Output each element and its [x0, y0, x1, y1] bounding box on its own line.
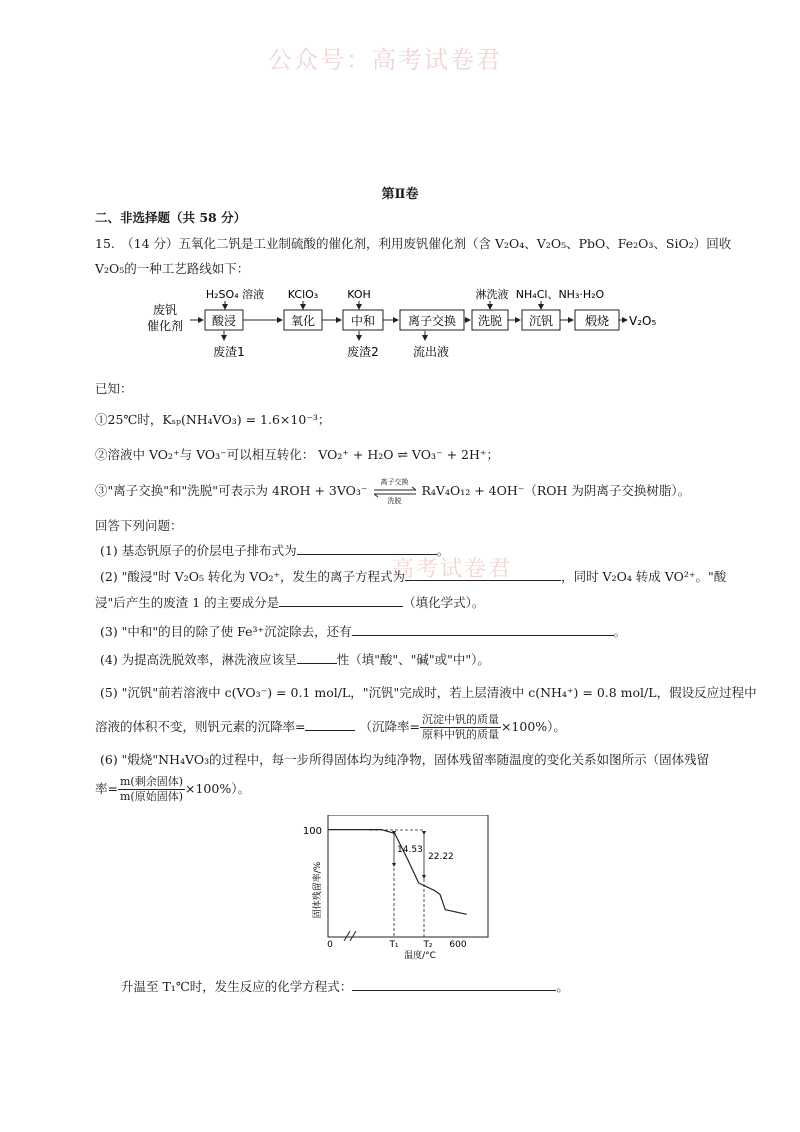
- part-heading: 二、非选择题（共 58 分）: [95, 210, 247, 225]
- q5-fraction-denominator: 原料中钒的质量: [421, 728, 499, 741]
- q5-text-c: （沉降率=: [359, 719, 420, 734]
- q3-text: (3) "中和"的目的除了使 Fe³⁺沉淀除去，还有: [100, 624, 352, 639]
- section-title: 第Ⅱ卷: [381, 187, 419, 202]
- q2-blank-1[interactable]: [405, 568, 561, 581]
- reagent-h2so4: H₂SO₄ 溶液: [205, 288, 265, 301]
- step-oxidize: 氧化: [290, 314, 316, 328]
- q6-text-b: 率=: [95, 781, 118, 796]
- process-flow-diagram: [95, 284, 715, 364]
- known-item-3-suffix: R₄V₄O₁₂ + 4OH⁻（ROH 为阴离子交换树脂）。: [421, 483, 691, 498]
- chart-xtick-t2: T₂: [423, 940, 433, 950]
- final-question: 升温至 T₁℃时，发生反应的化学方程式： 。: [121, 979, 569, 994]
- q6-line-1: (6) "煅烧"NH₄VO₃的过程中，每一步所得固体均为纯净物，固体残留率随温度的变化关系如图所示（固体残留: [100, 752, 710, 767]
- step-precipitate: 沉钒: [528, 314, 554, 328]
- q4-blank[interactable]: [297, 651, 337, 664]
- step-acid-leach: 酸浸: [211, 314, 237, 328]
- step-elute: 洗脱: [477, 314, 503, 328]
- q1-blank[interactable]: [297, 542, 437, 555]
- q5-fraction: [420, 713, 501, 742]
- chart-xtick-600: 600: [449, 940, 467, 950]
- chart-frame: [328, 815, 488, 937]
- watermark: 公众号：高考试卷君: [268, 46, 502, 74]
- q6-fraction-numerator: m(剩余固体): [119, 775, 183, 788]
- known-item-3: [95, 477, 691, 505]
- final-question-text: 升温至 T₁℃时，发生反应的化学方程式：: [121, 979, 353, 994]
- q6-fraction: [118, 775, 185, 804]
- q4: [100, 650, 490, 668]
- step-neutralize: 中和: [350, 314, 376, 328]
- reagent-nh4cl: NH₄Cl、NH₃·H₂O: [515, 288, 605, 301]
- q2-line-1: [100, 567, 726, 585]
- flow-product: V₂O₅: [629, 314, 657, 328]
- waste-1: 废渣1: [213, 345, 245, 359]
- waste-effluent: 流出液: [412, 345, 450, 359]
- arrow-bottom-label: 洗脱: [387, 496, 402, 505]
- q2-text-d: （填化学式）。: [403, 595, 485, 610]
- q3: (3) "中和"的目的除了使 Fe³⁺沉淀除去，还有 。: [100, 624, 627, 639]
- reagent-koh: KOH: [347, 288, 371, 301]
- chart-xtick-0: 0: [327, 940, 333, 950]
- q2-text-c: 浸"后产生的废渣 1 的主要成分是: [95, 595, 280, 610]
- step-calcine: 煅烧: [584, 314, 610, 328]
- q6-line-2: [95, 775, 250, 804]
- final-question-blank[interactable]: [352, 978, 556, 991]
- chart-xlabel: 温度/°C: [404, 951, 436, 960]
- waste-2: 废渣2: [347, 345, 379, 359]
- reagent-kclo3: KClO₃: [287, 288, 319, 301]
- known-item-2-prefix: ②溶液中 VO₂⁺与 VO₃⁻可以相互转化：: [95, 447, 315, 462]
- known-item-3-prefix: ③"离子交换"和"洗脱"可表示为 4ROH + 3VO₃⁻: [95, 483, 368, 498]
- q2-text-a: (2) "酸浸"时 V₂O₅ 转化为 VO₂⁺，发生的离子方程式为: [100, 569, 406, 584]
- known-item-2-equation: VO₂⁺ + H₂O ⇌ VO₃⁻ + 2H⁺；: [318, 447, 499, 462]
- q6-text-c: ×100%）。: [185, 781, 250, 796]
- flow-start-label-2: 催化剂: [147, 319, 184, 333]
- q5-fraction-numerator: 沉淀中钒的质量: [421, 713, 499, 726]
- q5-text-b: 溶液的体积不变，则钒元素的沉降率=: [95, 719, 306, 734]
- chart-annotation-14-53: 14.53: [397, 845, 423, 855]
- residual-rate-curve: [328, 830, 467, 915]
- reversible-arrow: [372, 477, 418, 505]
- residual-rate-chart: [300, 815, 500, 960]
- chart-annotation-22-22: 22.22: [428, 852, 454, 862]
- answer-intro: 回答下列问题：: [95, 518, 183, 533]
- q2-line-2: [95, 593, 484, 611]
- q1: (1) 基态钒原子的价层电子排布式为 。: [100, 543, 450, 558]
- chart-ylabel: 固体残留率/%: [313, 861, 323, 919]
- axis-break-mark: [344, 931, 356, 941]
- q4-text-a: (4) 为提高洗脱效率，淋洗液应该呈: [100, 652, 297, 667]
- q1-text: (1) 基态钒原子的价层电子排布式为: [100, 543, 297, 558]
- flow-start-label-1: 废钒: [153, 303, 178, 317]
- q5-line-2: [95, 713, 566, 742]
- question-line-1: 15. （14 分）五氧化二钒是工业制硫酸的催化剂，利用废钒催化剂（含 V₂O₄、V₂O₅、PbO、Fe₂O₃、SiO₂）回收: [95, 236, 732, 251]
- q3-blank[interactable]: [352, 623, 614, 636]
- arrow-top-label: 离子交换: [380, 477, 409, 486]
- q6-fraction-denominator: m(原始固体): [119, 790, 183, 803]
- known-item-2: [95, 445, 499, 463]
- q5-blank[interactable]: [305, 718, 355, 731]
- known-item-1: ①25℃时，Kₛₚ(NH₄VO₃) = 1.6×10⁻³；: [95, 412, 331, 427]
- chart-ytick-100: 100: [302, 826, 322, 837]
- q4-text-b: 性（填"酸"、"碱"或"中"）。: [336, 652, 490, 667]
- q2-text-b: ，同时 V₂O₄ 转成 VO²⁺。"酸: [561, 569, 727, 584]
- watermark-2: 高考试卷君: [392, 557, 513, 582]
- q5-text-d: ×100%）。: [500, 719, 566, 734]
- chart-xtick-t1: T₁: [389, 940, 399, 950]
- q2-blank-2[interactable]: [279, 594, 403, 607]
- step-ion-exchange: 离子交换: [407, 314, 457, 328]
- q5-line-1: (5) "沉钒"前若溶液中 c(VO₃⁻) = 0.1 mol/L，"沉钒"完成时，若上层清液中 c(NH₄⁺) = 0.8 mol/L，假设反应过程中: [100, 685, 757, 700]
- question-line-2: V₂O₅的一种工艺路线如下：: [95, 261, 250, 276]
- known-heading: 已知：: [95, 381, 133, 396]
- reagent-eluent: 淋洗液: [475, 288, 509, 301]
